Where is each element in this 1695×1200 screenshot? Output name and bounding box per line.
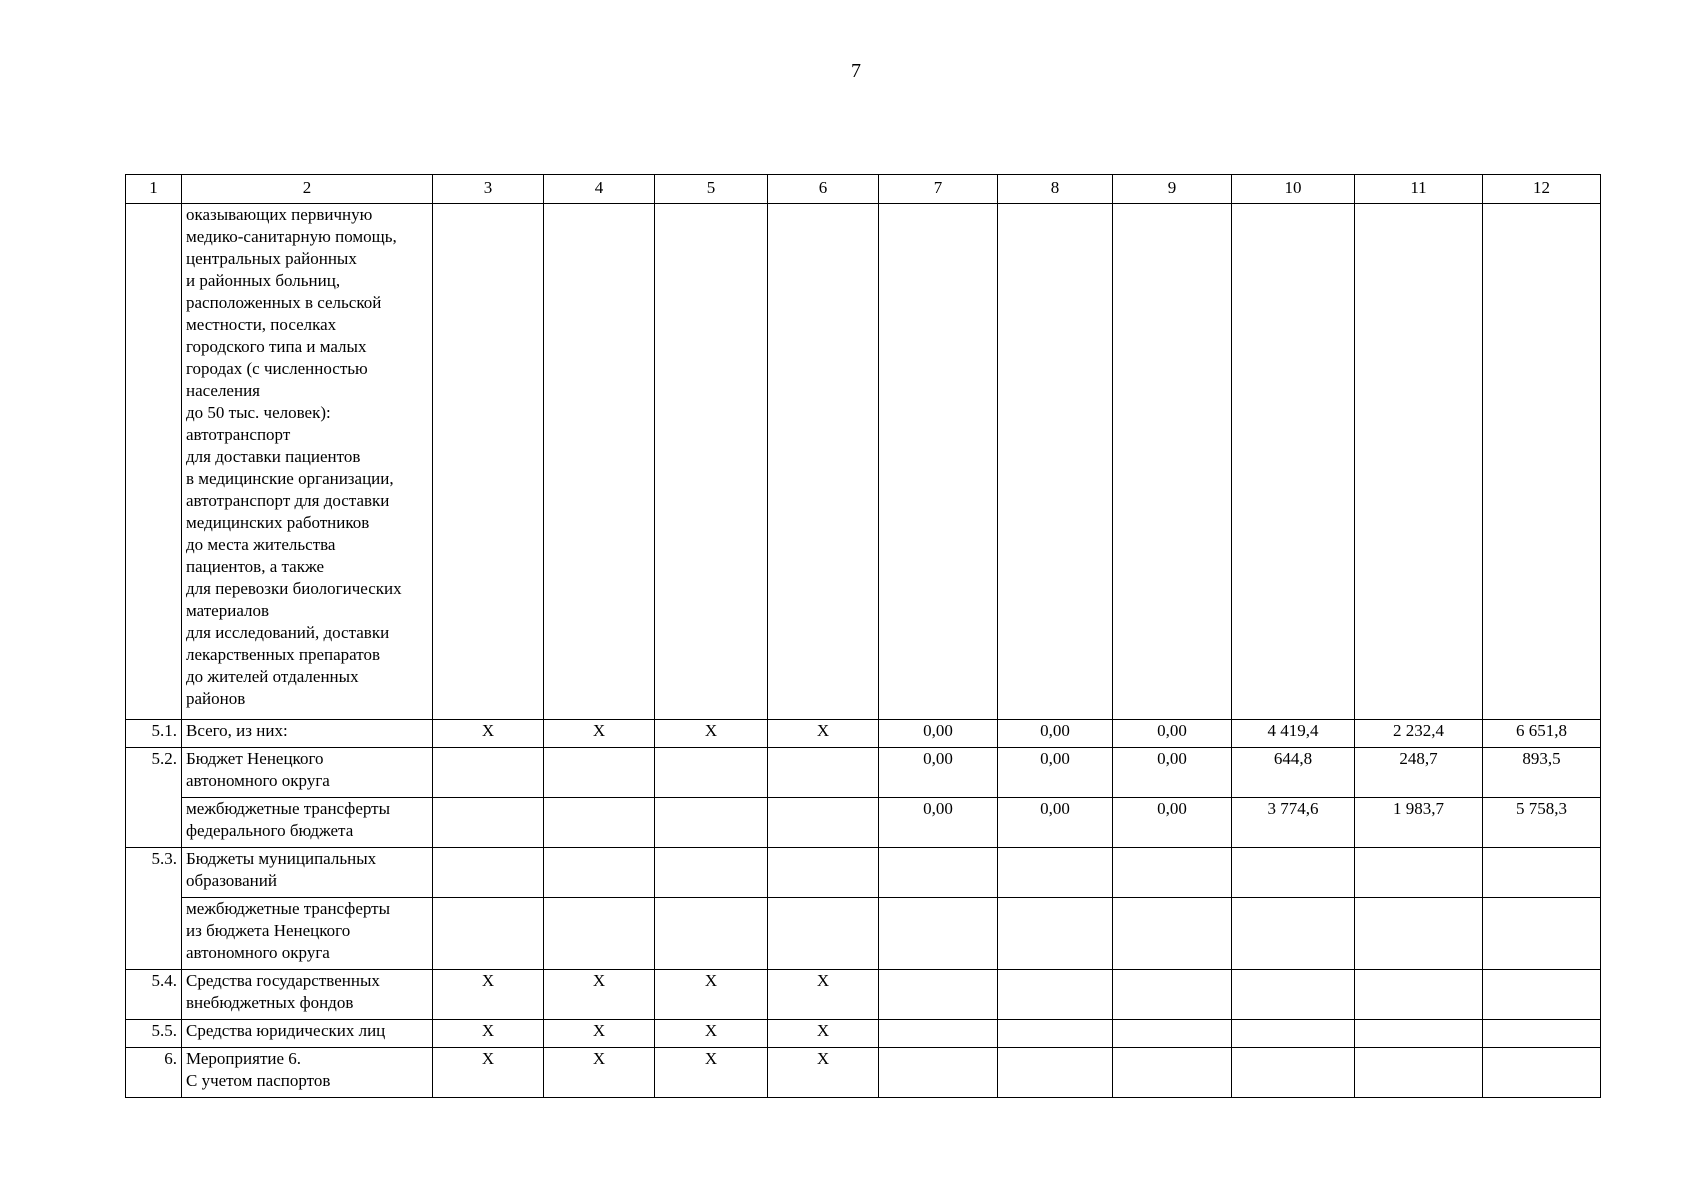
cell <box>768 848 879 898</box>
budget-table <box>125 174 1601 1098</box>
cell <box>655 204 768 720</box>
header-cell: 6 <box>768 175 879 204</box>
table-row <box>126 720 1601 748</box>
cell: 248,7 <box>1355 748 1483 798</box>
header-cell: 5 <box>655 175 768 204</box>
cell: 0,00 <box>998 720 1113 748</box>
cell <box>433 848 544 898</box>
cell <box>1483 848 1601 898</box>
row-description: межбюджетные трансферты из бюджета Ненецкого автономного округа <box>182 898 433 970</box>
cell <box>655 798 768 848</box>
cell <box>1483 204 1601 720</box>
cell <box>1483 1048 1601 1098</box>
cell <box>768 748 879 798</box>
header-cell: 3 <box>433 175 544 204</box>
header-cell: 1 <box>126 175 182 204</box>
cell: X <box>544 720 655 748</box>
cell <box>1113 848 1232 898</box>
cell <box>998 898 1113 970</box>
cell: X <box>433 1020 544 1048</box>
cell <box>879 898 998 970</box>
row-description: Бюджеты муниципальных образований <box>182 848 433 898</box>
header-cell: 9 <box>1113 175 1232 204</box>
cell <box>655 748 768 798</box>
cell: 893,5 <box>1483 748 1601 798</box>
cell <box>1232 204 1355 720</box>
cell <box>1232 970 1355 1020</box>
cell: X <box>655 1048 768 1098</box>
cell <box>768 898 879 970</box>
cell: 5 758,3 <box>1483 798 1601 848</box>
header-cell: 4 <box>544 175 655 204</box>
cell <box>1113 898 1232 970</box>
header-cell: 10 <box>1232 175 1355 204</box>
row-description: Средства юридических лиц <box>182 1020 433 1048</box>
cell <box>1355 848 1483 898</box>
cell: X <box>655 970 768 1020</box>
cell: X <box>544 970 655 1020</box>
header-cell: 7 <box>879 175 998 204</box>
cell <box>655 848 768 898</box>
cell: 0,00 <box>1113 720 1232 748</box>
cell <box>1232 898 1355 970</box>
cell: X <box>544 1020 655 1048</box>
cell <box>998 848 1113 898</box>
cell <box>1113 970 1232 1020</box>
row-number: 6. <box>126 1048 182 1098</box>
cell: 3 774,6 <box>1232 798 1355 848</box>
row-number: 5.4. <box>126 970 182 1020</box>
cell <box>544 204 655 720</box>
cell: X <box>544 1048 655 1098</box>
cell: 0,00 <box>1113 798 1232 848</box>
cell: 1 983,7 <box>1355 798 1483 848</box>
row-description: межбюджетные трансферты федерального бюджета <box>182 798 433 848</box>
cell <box>998 1020 1113 1048</box>
cell: X <box>655 720 768 748</box>
cell <box>433 798 544 848</box>
cell: X <box>433 1048 544 1098</box>
cell: 644,8 <box>1232 748 1355 798</box>
table-row <box>126 970 1601 1020</box>
cell <box>768 798 879 848</box>
cell <box>1355 970 1483 1020</box>
table-row <box>126 204 1601 720</box>
row-description: оказывающих первичную медико-санитарную помощь, центральных районных и районных больниц, расположенных в сельской местности, поселках городского типа и малых городах (с численностью населения до 50 тыс. человек): автотранспорт для доставки пациентов в медицинские организации, автотранспорт для доставки медицинских работников до места жительства пациентов, а также для перевозки биологических материалов для исследований, доставки лекарственных препаратов до жителей отдаленных районов <box>182 204 433 720</box>
cell <box>1355 1048 1483 1098</box>
cell: 0,00 <box>879 748 998 798</box>
cell: 0,00 <box>879 720 998 748</box>
cell <box>1113 1048 1232 1098</box>
row-description: Средства государственных внебюджетных фондов <box>182 970 433 1020</box>
cell <box>879 1020 998 1048</box>
cell <box>433 748 544 798</box>
header-cell: 8 <box>998 175 1113 204</box>
cell <box>544 748 655 798</box>
cell <box>433 204 544 720</box>
cell <box>998 970 1113 1020</box>
cell: 0,00 <box>879 798 998 848</box>
row-number: 5.3. <box>126 848 182 970</box>
cell <box>544 898 655 970</box>
cell: X <box>768 1020 879 1048</box>
cell <box>998 204 1113 720</box>
cell <box>433 898 544 970</box>
cell <box>1232 848 1355 898</box>
cell: 0,00 <box>998 798 1113 848</box>
table-row <box>126 898 1601 970</box>
cell <box>544 798 655 848</box>
cell: 0,00 <box>998 748 1113 798</box>
cell <box>655 898 768 970</box>
row-description: Бюджет Ненецкого автономного округа <box>182 748 433 798</box>
cell <box>1355 898 1483 970</box>
cell <box>879 848 998 898</box>
cell <box>1483 1020 1601 1048</box>
cell <box>1113 1020 1232 1048</box>
row-number: 5.1. <box>126 720 182 748</box>
cell <box>1113 204 1232 720</box>
row-number: 5.5. <box>126 1020 182 1048</box>
cell <box>1355 204 1483 720</box>
cell: 6 651,8 <box>1483 720 1601 748</box>
cell <box>1232 1048 1355 1098</box>
cell: 4 419,4 <box>1232 720 1355 748</box>
row-description: Мероприятие 6. С учетом паспортов <box>182 1048 433 1098</box>
cell: X <box>768 720 879 748</box>
cell <box>1483 898 1601 970</box>
cell <box>879 1048 998 1098</box>
row-description: Всего, из них: <box>182 720 433 748</box>
table-row <box>126 848 1601 898</box>
row-number <box>126 204 182 720</box>
cell: X <box>655 1020 768 1048</box>
cell <box>879 204 998 720</box>
cell <box>998 1048 1113 1098</box>
cell <box>1355 1020 1483 1048</box>
cell: X <box>433 720 544 748</box>
table-row <box>126 798 1601 848</box>
cell <box>768 204 879 720</box>
table-row <box>126 1020 1601 1048</box>
cell <box>1483 970 1601 1020</box>
cell <box>879 970 998 1020</box>
table-row <box>126 1048 1601 1098</box>
cell: X <box>768 970 879 1020</box>
row-number: 5.2. <box>126 748 182 848</box>
cell: 0,00 <box>1113 748 1232 798</box>
header-cell: 11 <box>1355 175 1483 204</box>
header-cell: 12 <box>1483 175 1601 204</box>
cell: X <box>768 1048 879 1098</box>
header-cell: 2 <box>182 175 433 204</box>
cell: X <box>433 970 544 1020</box>
cell: 2 232,4 <box>1355 720 1483 748</box>
header-row <box>126 175 1601 204</box>
cell <box>544 848 655 898</box>
cell <box>1232 1020 1355 1048</box>
page-number: 7 <box>851 60 861 82</box>
table-row <box>126 748 1601 798</box>
